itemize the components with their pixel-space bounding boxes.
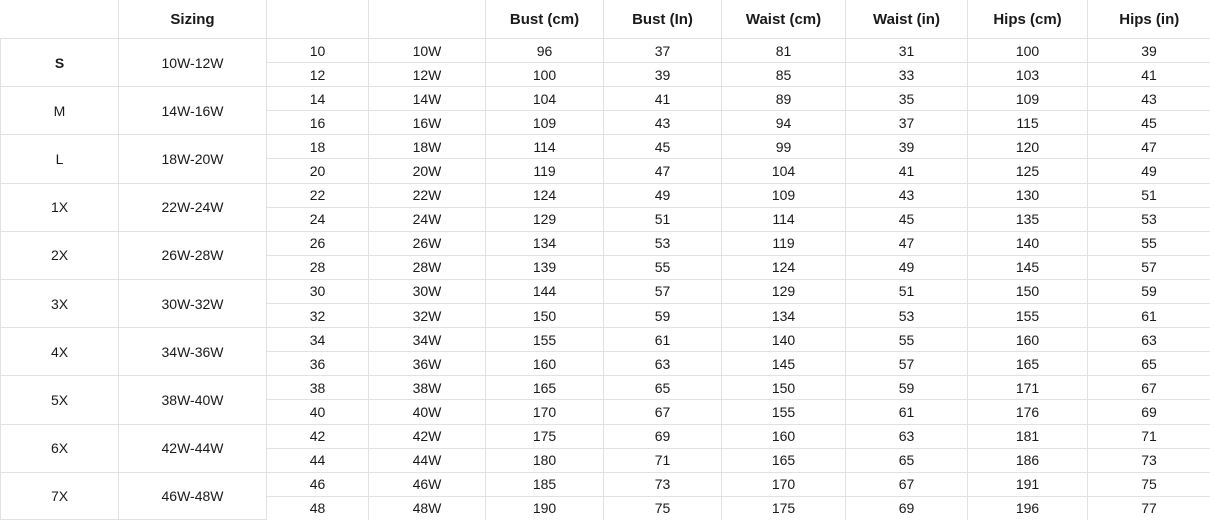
cell-bust-cm: 129 [486, 207, 604, 231]
table-row [1, 472, 1210, 496]
cell-waist-cm: 165 [722, 448, 846, 472]
table-row [1, 328, 1210, 352]
cell-bust-cm: 96 [486, 39, 604, 63]
cell-waist-in: 55 [846, 328, 968, 352]
table-row [1, 135, 1210, 159]
size-letter-m: M [1, 87, 119, 135]
cell-waist-cm: 94 [722, 111, 846, 135]
cell-bust-cm: 155 [486, 328, 604, 352]
cell-hips-in: 47 [1088, 135, 1210, 159]
cell-bust-cm: 170 [486, 400, 604, 424]
cell-bust-cm: 139 [486, 255, 604, 279]
size-range: 22W-24W [119, 183, 267, 231]
cell-waist-in: 69 [846, 496, 968, 520]
cell-bust-cm: 114 [486, 135, 604, 159]
cell-num-w: 24W [369, 207, 486, 231]
cell-hips-in: 59 [1088, 279, 1210, 303]
column-header-waist-in: Waist (in) [846, 0, 968, 39]
table-row [1, 87, 1210, 111]
cell-bust-cm: 104 [486, 87, 604, 111]
cell-waist-in: 59 [846, 376, 968, 400]
cell-waist-cm: 85 [722, 63, 846, 87]
cell-hips-in: 57 [1088, 255, 1210, 279]
cell-bust-in: 53 [604, 231, 722, 255]
cell-hips-cm: 130 [968, 183, 1088, 207]
cell-bust-in: 57 [604, 279, 722, 303]
cell-hips-in: 67 [1088, 376, 1210, 400]
cell-bust-in: 45 [604, 135, 722, 159]
size-letter-7x: 7X [1, 472, 119, 520]
cell-hips-in: 61 [1088, 304, 1210, 328]
cell-hips-cm: 191 [968, 472, 1088, 496]
size-letter-1x: 1X [1, 183, 119, 231]
table-row [1, 424, 1210, 448]
cell-bust-in: 39 [604, 63, 722, 87]
size-range: 42W-44W [119, 424, 267, 472]
cell-hips-in: 43 [1088, 87, 1210, 111]
size-range: 30W-32W [119, 279, 267, 327]
cell-waist-in: 53 [846, 304, 968, 328]
cell-num: 34 [267, 328, 369, 352]
cell-num-w: 32W [369, 304, 486, 328]
cell-num-w: 30W [369, 279, 486, 303]
cell-bust-in: 65 [604, 376, 722, 400]
cell-waist-cm: 124 [722, 255, 846, 279]
cell-bust-cm: 185 [486, 472, 604, 496]
cell-num: 24 [267, 207, 369, 231]
cell-num: 46 [267, 472, 369, 496]
cell-num-w: 38W [369, 376, 486, 400]
cell-waist-in: 45 [846, 207, 968, 231]
cell-num-w: 12W [369, 63, 486, 87]
table-row [1, 183, 1210, 207]
column-header-num [267, 0, 369, 39]
column-header-bust-cm: Bust (cm) [486, 0, 604, 39]
cell-waist-in: 33 [846, 63, 968, 87]
table-row [1, 231, 1210, 255]
table-row [1, 376, 1210, 400]
cell-bust-cm: 150 [486, 304, 604, 328]
cell-num: 44 [267, 448, 369, 472]
cell-num: 40 [267, 400, 369, 424]
size-range: 18W-20W [119, 135, 267, 183]
cell-waist-in: 39 [846, 135, 968, 159]
cell-num-w: 36W [369, 352, 486, 376]
cell-bust-in: 67 [604, 400, 722, 424]
cell-hips-in: 63 [1088, 328, 1210, 352]
cell-bust-in: 75 [604, 496, 722, 520]
cell-num-w: 46W [369, 472, 486, 496]
column-header-bust-in: Bust (In) [604, 0, 722, 39]
column-header-waist-cm: Waist (cm) [722, 0, 846, 39]
cell-hips-in: 65 [1088, 352, 1210, 376]
cell-waist-in: 65 [846, 448, 968, 472]
size-letter-3x: 3X [1, 279, 119, 327]
cell-waist-cm: 175 [722, 496, 846, 520]
cell-num-w: 34W [369, 328, 486, 352]
cell-waist-in: 47 [846, 231, 968, 255]
column-header-hips-in: Hips (in) [1088, 0, 1210, 39]
table-body [1, 39, 1210, 520]
cell-num: 10 [267, 39, 369, 63]
cell-num-w: 44W [369, 448, 486, 472]
cell-waist-in: 51 [846, 279, 968, 303]
size-range: 26W-28W [119, 231, 267, 279]
cell-num: 28 [267, 255, 369, 279]
cell-num-w: 18W [369, 135, 486, 159]
cell-hips-in: 55 [1088, 231, 1210, 255]
size-range: 34W-36W [119, 328, 267, 376]
size-range: 14W-16W [119, 87, 267, 135]
cell-waist-in: 57 [846, 352, 968, 376]
cell-hips-cm: 160 [968, 328, 1088, 352]
cell-hips-in: 39 [1088, 39, 1210, 63]
cell-hips-cm: 145 [968, 255, 1088, 279]
cell-bust-in: 61 [604, 328, 722, 352]
cell-waist-cm: 81 [722, 39, 846, 63]
size-letter-5x: 5X [1, 376, 119, 424]
cell-bust-in: 51 [604, 207, 722, 231]
cell-waist-cm: 109 [722, 183, 846, 207]
cell-bust-cm: 180 [486, 448, 604, 472]
cell-waist-cm: 134 [722, 304, 846, 328]
cell-bust-in: 59 [604, 304, 722, 328]
cell-num-w: 16W [369, 111, 486, 135]
cell-num: 32 [267, 304, 369, 328]
cell-num: 22 [267, 183, 369, 207]
cell-waist-cm: 99 [722, 135, 846, 159]
cell-num: 42 [267, 424, 369, 448]
cell-hips-in: 45 [1088, 111, 1210, 135]
cell-num: 20 [267, 159, 369, 183]
cell-waist-in: 35 [846, 87, 968, 111]
cell-hips-in: 73 [1088, 448, 1210, 472]
cell-waist-in: 41 [846, 159, 968, 183]
size-letter-4x: 4X [1, 328, 119, 376]
cell-bust-in: 47 [604, 159, 722, 183]
cell-hips-cm: 115 [968, 111, 1088, 135]
cell-waist-in: 61 [846, 400, 968, 424]
cell-hips-cm: 125 [968, 159, 1088, 183]
table-header [1, 0, 1210, 39]
cell-waist-cm: 119 [722, 231, 846, 255]
cell-hips-in: 71 [1088, 424, 1210, 448]
cell-bust-in: 49 [604, 183, 722, 207]
cell-waist-cm: 160 [722, 424, 846, 448]
cell-waist-cm: 155 [722, 400, 846, 424]
cell-bust-cm: 119 [486, 159, 604, 183]
cell-hips-cm: 100 [968, 39, 1088, 63]
cell-bust-in: 37 [604, 39, 722, 63]
cell-hips-cm: 135 [968, 207, 1088, 231]
cell-num-w: 22W [369, 183, 486, 207]
cell-bust-in: 73 [604, 472, 722, 496]
cell-num: 30 [267, 279, 369, 303]
cell-bust-cm: 124 [486, 183, 604, 207]
cell-hips-cm: 196 [968, 496, 1088, 520]
cell-hips-cm: 165 [968, 352, 1088, 376]
size-letter-2x: 2X [1, 231, 119, 279]
cell-waist-cm: 129 [722, 279, 846, 303]
cell-num: 18 [267, 135, 369, 159]
cell-hips-cm: 186 [968, 448, 1088, 472]
cell-num-w: 14W [369, 87, 486, 111]
size-letter-l: L [1, 135, 119, 183]
cell-num-w: 48W [369, 496, 486, 520]
cell-num: 14 [267, 87, 369, 111]
cell-bust-in: 69 [604, 424, 722, 448]
cell-num-w: 20W [369, 159, 486, 183]
cell-hips-in: 77 [1088, 496, 1210, 520]
cell-hips-in: 51 [1088, 183, 1210, 207]
cell-bust-in: 43 [604, 111, 722, 135]
cell-hips-in: 69 [1088, 400, 1210, 424]
cell-bust-cm: 109 [486, 111, 604, 135]
cell-waist-cm: 150 [722, 376, 846, 400]
cell-num: 16 [267, 111, 369, 135]
cell-num-w: 26W [369, 231, 486, 255]
cell-bust-cm: 165 [486, 376, 604, 400]
size-letter-s: S [1, 39, 119, 87]
cell-waist-cm: 89 [722, 87, 846, 111]
cell-hips-in: 75 [1088, 472, 1210, 496]
cell-hips-cm: 171 [968, 376, 1088, 400]
cell-num-w: 28W [369, 255, 486, 279]
table-row [1, 279, 1210, 303]
cell-hips-cm: 103 [968, 63, 1088, 87]
cell-num-w: 42W [369, 424, 486, 448]
cell-waist-cm: 170 [722, 472, 846, 496]
cell-hips-cm: 150 [968, 279, 1088, 303]
cell-bust-in: 63 [604, 352, 722, 376]
cell-hips-in: 53 [1088, 207, 1210, 231]
size-range: 10W-12W [119, 39, 267, 87]
cell-waist-in: 49 [846, 255, 968, 279]
cell-waist-in: 37 [846, 111, 968, 135]
size-range: 38W-40W [119, 376, 267, 424]
cell-waist-in: 43 [846, 183, 968, 207]
cell-bust-in: 41 [604, 87, 722, 111]
cell-bust-cm: 134 [486, 231, 604, 255]
cell-bust-cm: 100 [486, 63, 604, 87]
column-header-sizing: Sizing [119, 0, 267, 39]
cell-waist-cm: 104 [722, 159, 846, 183]
cell-bust-cm: 190 [486, 496, 604, 520]
cell-num-w: 40W [369, 400, 486, 424]
cell-bust-cm: 175 [486, 424, 604, 448]
cell-bust-cm: 144 [486, 279, 604, 303]
cell-num: 26 [267, 231, 369, 255]
cell-hips-cm: 176 [968, 400, 1088, 424]
size-range: 46W-48W [119, 472, 267, 520]
cell-waist-cm: 114 [722, 207, 846, 231]
cell-hips-in: 49 [1088, 159, 1210, 183]
cell-waist-cm: 140 [722, 328, 846, 352]
column-header-hips-cm: Hips (cm) [968, 0, 1088, 39]
cell-bust-in: 71 [604, 448, 722, 472]
cell-waist-cm: 145 [722, 352, 846, 376]
size-letter-6x: 6X [1, 424, 119, 472]
cell-num: 48 [267, 496, 369, 520]
table-row [1, 39, 1210, 63]
header-row [1, 0, 1210, 39]
cell-hips-in: 41 [1088, 63, 1210, 87]
column-header-blank [1, 0, 119, 39]
cell-num: 38 [267, 376, 369, 400]
cell-num: 12 [267, 63, 369, 87]
cell-waist-in: 63 [846, 424, 968, 448]
cell-hips-cm: 140 [968, 231, 1088, 255]
cell-bust-in: 55 [604, 255, 722, 279]
cell-num: 36 [267, 352, 369, 376]
cell-hips-cm: 109 [968, 87, 1088, 111]
cell-waist-in: 67 [846, 472, 968, 496]
cell-num-w: 10W [369, 39, 486, 63]
cell-hips-cm: 181 [968, 424, 1088, 448]
cell-waist-in: 31 [846, 39, 968, 63]
column-header-num-w [369, 0, 486, 39]
cell-hips-cm: 155 [968, 304, 1088, 328]
cell-hips-cm: 120 [968, 135, 1088, 159]
cell-bust-cm: 160 [486, 352, 604, 376]
